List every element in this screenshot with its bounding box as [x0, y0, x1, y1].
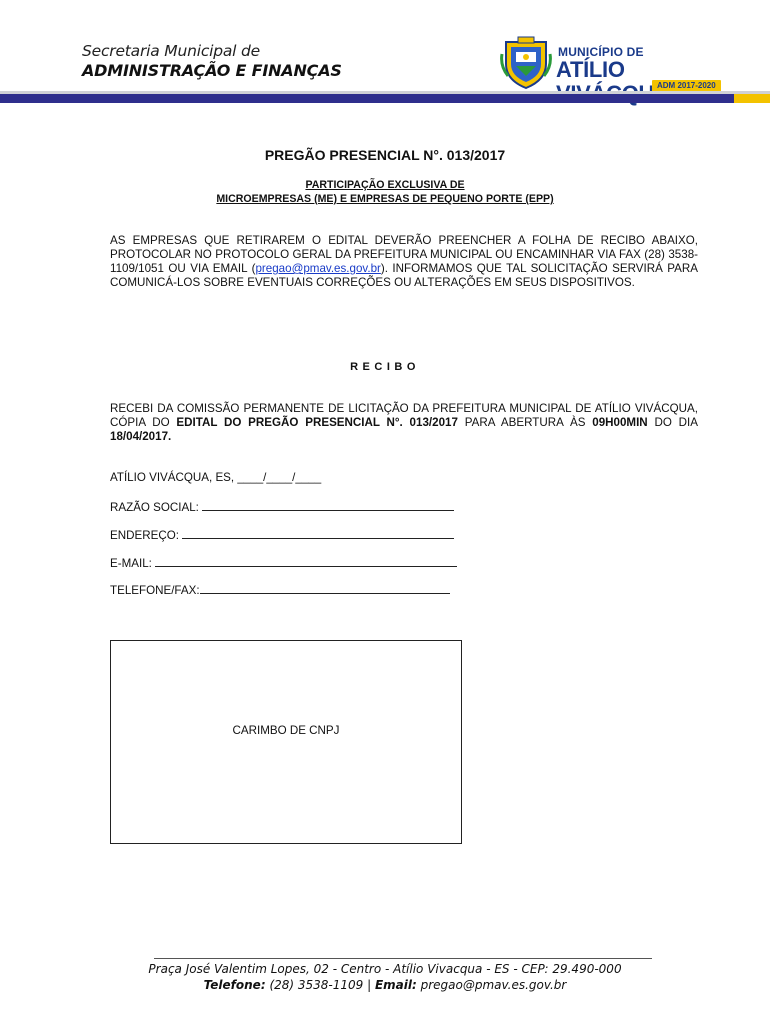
receipt-edital-ref: EDITAL DO PREGÃO PRESENCIAL N°. 013/2017	[176, 416, 458, 429]
notice-paragraph	[110, 234, 698, 290]
field-email	[110, 556, 457, 571]
field-telefone-fax-blank[interactable]	[200, 583, 450, 594]
logo-text-line-1: MUNICÍPIO DE	[558, 45, 644, 59]
header-band-navy	[0, 94, 734, 103]
department-line-1: Secretaria Municipal de	[82, 42, 260, 60]
footer-phone-value: (28) 3538-1109 |	[265, 978, 375, 992]
receipt-opening-date: 18/04/2017.	[110, 430, 172, 443]
subtitle-line-1: PARTICIPAÇÃO EXCLUSIVA DE	[305, 179, 465, 191]
cnpj-stamp-label: CARIMBO DE CNPJ	[232, 724, 340, 737]
cnpj-stamp-box	[110, 640, 462, 844]
receipt-text-3: PARA ABERTURA ÀS	[457, 416, 593, 429]
coat-of-arms-icon	[500, 36, 552, 90]
footer-contact	[0, 978, 770, 993]
field-razao-social-label: RAZÃO SOCIAL:	[110, 501, 199, 514]
notice-text-start: AS EMPRESAS QUE RETIRAREM O EDITAL DEVERÃO PREENCHER A FOLHA DE RECIBO ABAIXO, PROTOCOLAR NO PROTOCOLO GERAL DA PREFEITURA MUNICIPAL OU ENCAMINHAR VIA FAX (28) 3538-1109/1051 OU VIA EMAIL (	[110, 234, 698, 275]
notice-text-end: ). INFORMAMOS QUE TAL SOLICITAÇÃO SERVIRÁ PARA COMUNICÁ-LOS SOBRE EVENTUAIS CORREÇÕES OU ALTERAÇÕES EM SEUS DISPOSITIVOS.	[110, 262, 698, 289]
field-email-label: E-MAIL:	[110, 557, 152, 570]
header-band-yellow	[734, 94, 770, 103]
document-subtitle	[0, 178, 770, 206]
department-header	[82, 42, 342, 81]
document-title: PREGÃO PRESENCIAL N°. 013/2017	[264, 147, 506, 163]
footer-divider	[154, 958, 652, 959]
receipt-opening-time: 09H00MIN	[592, 416, 648, 429]
field-endereco-label: ENDEREÇO:	[110, 529, 179, 542]
footer-email-label: Email:	[374, 978, 417, 992]
field-email-blank[interactable]	[155, 556, 457, 567]
subtitle-line-2: MICROEMPRESAS (ME) E EMPRESAS DE PEQUENO PORTE (EPP)	[216, 193, 554, 205]
logo-administration-tag: ADM 2017-2020	[652, 80, 721, 92]
footer-address: Praça José Valentim Lopes, 02 - Centro - Atílio Vivacqua - ES - CEP: 29.490-000	[148, 962, 622, 976]
municipality-logo	[500, 36, 740, 92]
field-endereco-blank[interactable]	[182, 528, 454, 539]
receipt-text-1: RECEBI DA COMISSÃO PERMANENTE DE LICITAÇÃO DA PREFEITURA MUNICIPAL DE ATÍLIO VIVÁCQUA, CÓPIA DO	[110, 402, 698, 429]
receipt-heading: RECIBO	[350, 361, 420, 373]
receipt-paragraph	[110, 402, 698, 444]
footer-phone-label: Telefone:	[203, 978, 266, 992]
field-telefone-fax	[110, 583, 450, 598]
field-razao-social-blank[interactable]	[202, 500, 454, 511]
date-line: ATÍLIO VIVÁCQUA, ES, ____/____/____	[110, 471, 322, 484]
receipt-text-5: DO DIA	[647, 416, 698, 429]
department-line-2: ADMINISTRAÇÃO E FINANÇAS	[82, 61, 342, 80]
field-endereco	[110, 528, 454, 543]
field-razao-social	[110, 500, 454, 515]
notice-email-link[interactable]: pregao@pmav.es.gov.br	[255, 262, 381, 275]
field-telefone-fax-label: TELEFONE/FAX:	[110, 584, 200, 597]
footer-email-value: pregao@pmav.es.gov.br	[416, 978, 567, 992]
logo-text-line-2: ATÍLIO	[556, 57, 625, 82]
